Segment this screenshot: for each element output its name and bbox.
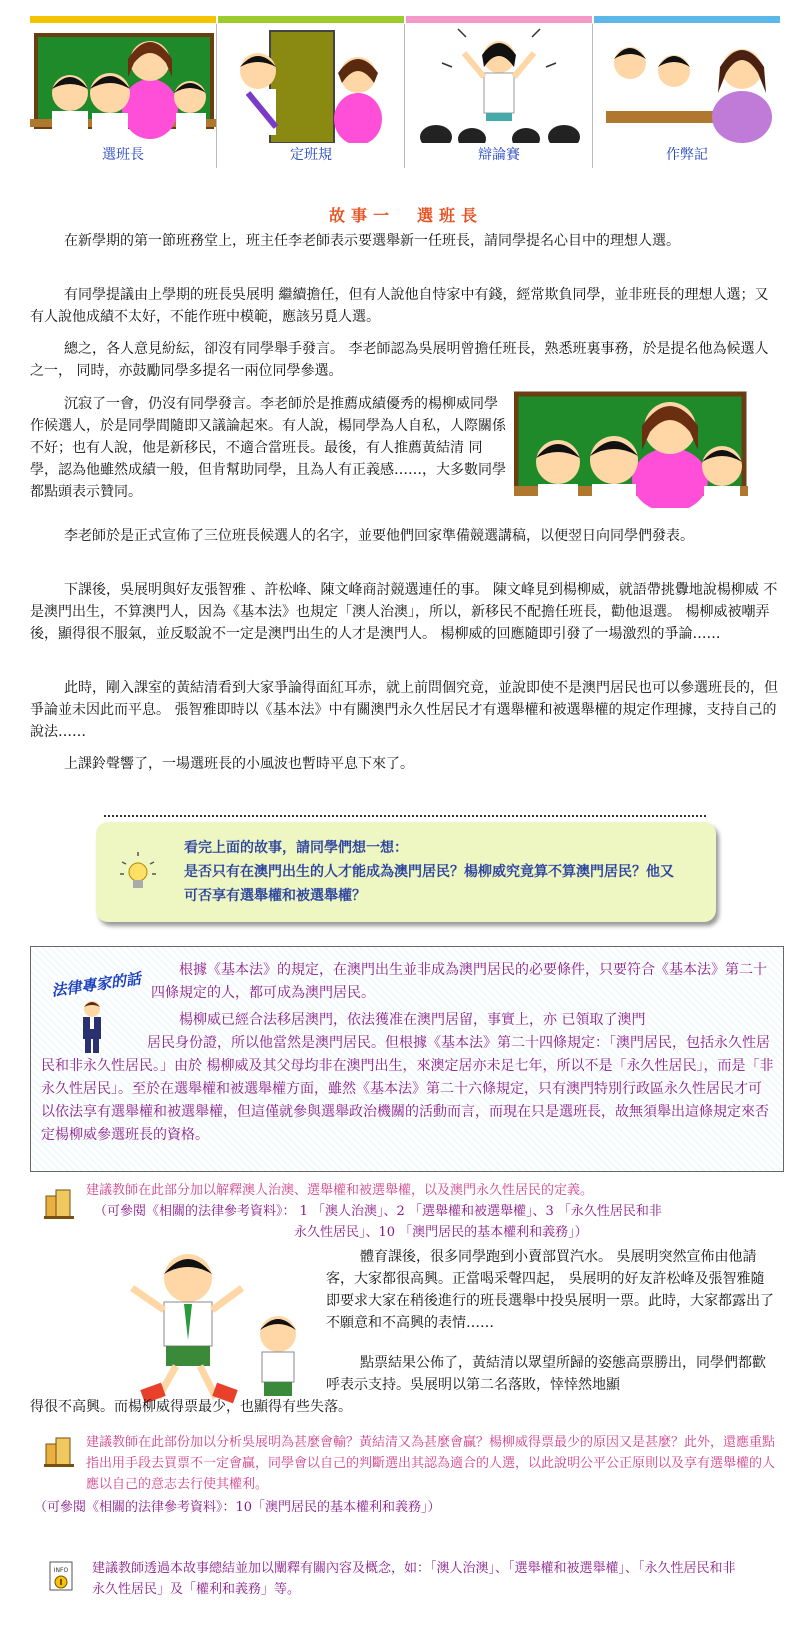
tab-label[interactable]: 作弊記 [666, 147, 708, 163]
story-paragraph: 有同學提議由上學期的班長吳展明 繼續擔任，但有人說他自恃家中有錢，經常欺負同學，並非班長的理想人選；又有人說他成績不太好，不能作班中模範，應該另覓人選。 [30, 287, 769, 325]
students-figure [118, 1248, 314, 1408]
divider [592, 24, 593, 168]
tab-illustration[interactable] [594, 23, 780, 143]
story-paragraph: 點票結果公佈了，黃結清以眾望所歸的姿態高票勝出，同學們都歡呼表示支持。吳展明以第二名落敗，悻悻然地顯 [326, 1355, 766, 1393]
info-icon [48, 1560, 76, 1594]
reference-note: （可參閱《相關的法律參考資料》：10「澳門居民的基本權利和義務」） [34, 1500, 441, 1515]
tab-debate[interactable] [406, 16, 592, 168]
tab-class-rules[interactable] [218, 16, 404, 168]
legal-expert-badge: 法律專家的話 [50, 969, 142, 1000]
story-title: 故事一 選班長 [328, 206, 483, 225]
dotted-divider [104, 815, 706, 817]
door-illustration [218, 23, 404, 143]
teacher-note: 建議教師在此部分加以解釋澳人治澳、選舉權和被選舉權，以及澳門永久性居民的定義。 [86, 1183, 594, 1198]
books-icon [44, 1186, 74, 1220]
legal-paragraph: 楊柳威已經合法移居澳門，依法獲准在澳門居留，事實上，亦 已領取了澳門 [179, 1012, 646, 1028]
classroom-illustration [514, 388, 748, 508]
think-prompt: 看完上面的故事，請同學們想一想： [184, 840, 408, 856]
story-paragraph: 上課鈴聲響了，一場選班長的小風波也暫時平息下來了。 [64, 756, 414, 772]
story-paragraph: 此時，剛入課室的黃結清看到大家爭論得面紅耳赤，就上前問個究竟，並說即使不是澳門居民也可以參選班長的，但爭論並未因此而平息。 張智雅即時以《基本法》中有關澳門永久性居民才有選舉權和被選舉權的規定作理據，支持自己的說法…… [30, 680, 778, 740]
classroom-illustration [30, 23, 216, 143]
story-paragraph: 在新學期的第一節班務堂上，班主任李老師表示要選舉新一任班長，請同學提名心目中的理想人選。 [64, 233, 680, 249]
students-illustration [118, 1248, 314, 1408]
story-paragraph: 沉寂了一會，仍沒有同學發言。李老師於是推薦成績優秀的楊柳威同學作候選人，於是同學間隨即又議論起來。有人說，楊同學為人自私，人際關係不好；也有人說，他是新移民，不適合當班長。最後，有人推薦黃結清 同學，認為他雖然成績一般，但肯幫助同學，且為人有正義感……，大多數同學都點頭表示贊同。 [30, 396, 506, 500]
tab-illustration[interactable] [218, 23, 404, 143]
tab-illustration[interactable] [30, 23, 216, 143]
teacher-note: 建議教師透過本故事總結並加以闡釋有關內容及概念，如：「澳人治澳」、「選舉權和被選舉權」、「永久性居民和非永久性居民」及「權利和義務」等。 [92, 1561, 736, 1597]
legal-paragraph: 居民身份證，所以他當然是澳門居民。但根據《基本法》第二十四條規定：「澳門居民，包括永久性居民和非永久性居民。」由於 楊柳威及其父母均非在澳門出生，來澳定居亦未足七年，所以不是「永久性居民」，而是「非永久性居民」。至於在選舉權和被選舉權方面，雖然《基本法》第二十六條規定，只有澳門特別行政區永久性居民才可以依法享有選舉權和被選舉權，但這僅就參與選舉政治機關的活動而言，而現在只是選班長，故無須舉出這條規定來否定楊柳威參選班長的資格。 [41, 1035, 774, 1143]
think-question: 是否只有在澳門出生的人才能成為澳門居民？楊柳威究竟算不算澳門居民？他又可否享有選舉權和被選舉權？ [184, 864, 674, 904]
teacher-note: 建議教師在此部份加以分析吳展明為甚麼會輸？黃結清又為甚麼會贏？楊柳威得票最少的原因又是甚麼？此外，還應重點指出用手段去買票不一定會贏，同學會以自己的判斷選出其認為適合的人選，以此說明公平公正原則以及享有選舉權的人應以自己的意志去行使其權利。 [86, 1435, 776, 1492]
tab-label[interactable]: 定班規 [290, 147, 332, 163]
books-icon [44, 1434, 74, 1468]
tab-label[interactable]: 選班長 [102, 147, 144, 163]
legal-paragraph: 根據《基本法》的規定，在澳門出生並非成為澳門居民的必要條件，只要符合《基本法》第二十四條規定的人，都可成為澳門居民。 [151, 962, 767, 1001]
divider [216, 24, 217, 168]
lightbulb-icon [118, 850, 158, 894]
info-icon-label: INFO [53, 1567, 69, 1574]
tab-color-bar [218, 16, 404, 23]
tab-select-monitor[interactable] [30, 16, 216, 168]
tab-color-bar [594, 16, 780, 23]
legal-expert-box [30, 946, 784, 1172]
story-paragraph: 總之，各人意見紛紜，卻沒有同學舉手發言。 李老師認為吳展明曾擔任班長，熟悉班裏事務，於是提名他為候選人之一， 同時，亦鼓勵同學多提名一兩位同學參選。 [30, 341, 769, 379]
tab-illustration[interactable] [406, 23, 592, 143]
story-nav [30, 16, 782, 168]
divider [404, 24, 405, 168]
story-paragraph: 體育課後，很多同學跑到小賣部買汽水。 吳展明突然宣佈由他請客，大家都很高興。正當喝采聲四起， 吳展明的好友許松峰及張智雅隨即要求大家在稍後進行的班長選舉中投吳展明一票。此時，大家都露出了不願意和不高興的表情…… [326, 1249, 774, 1331]
story-paragraph: 得很不高興。而楊柳威得票最少，也顯得有些失落。 [30, 1399, 352, 1415]
think-box [96, 822, 716, 922]
debate-illustration [406, 23, 592, 143]
story-paragraph: 李老師於是正式宣佈了三位班長候選人的名字，並要他們回家準備競選講稿，以便翌日向同學們發表。 [64, 528, 694, 544]
exam-illustration [594, 23, 780, 143]
story-paragraph: 下課後，吳展明與好友張智雅 、許松峰、陳文峰商討競選連任的事。 陳文峰見到楊柳威，就語帶挑釁地說楊柳威 不是澳門出生，不算澳門人，因為《基本法》也規定「澳人治澳」，所以，新移民不配擔任班長，勸他退選。 楊柳威被嘲弄後，顯得很不服氣，並反駁說不一定是澳門出生的人才是澳門人。 楊柳威的回應隨即引發了一場激烈的爭論…… [30, 582, 778, 642]
reference-note: 永久性居民」、10 「澳門居民的基本權利和義務」） [294, 1225, 588, 1240]
tab-color-bar [406, 16, 592, 23]
reference-note: （可參閱《相關的法律參考資料》： 1 「澳人治澳」、2 「選舉權和被選舉權」、3 「永久性居民和非 [94, 1204, 662, 1219]
tab-cheating[interactable] [594, 16, 780, 168]
tab-label[interactable]: 辯論賽 [478, 147, 520, 163]
classroom-figure [514, 388, 748, 508]
tab-color-bar [30, 16, 216, 23]
